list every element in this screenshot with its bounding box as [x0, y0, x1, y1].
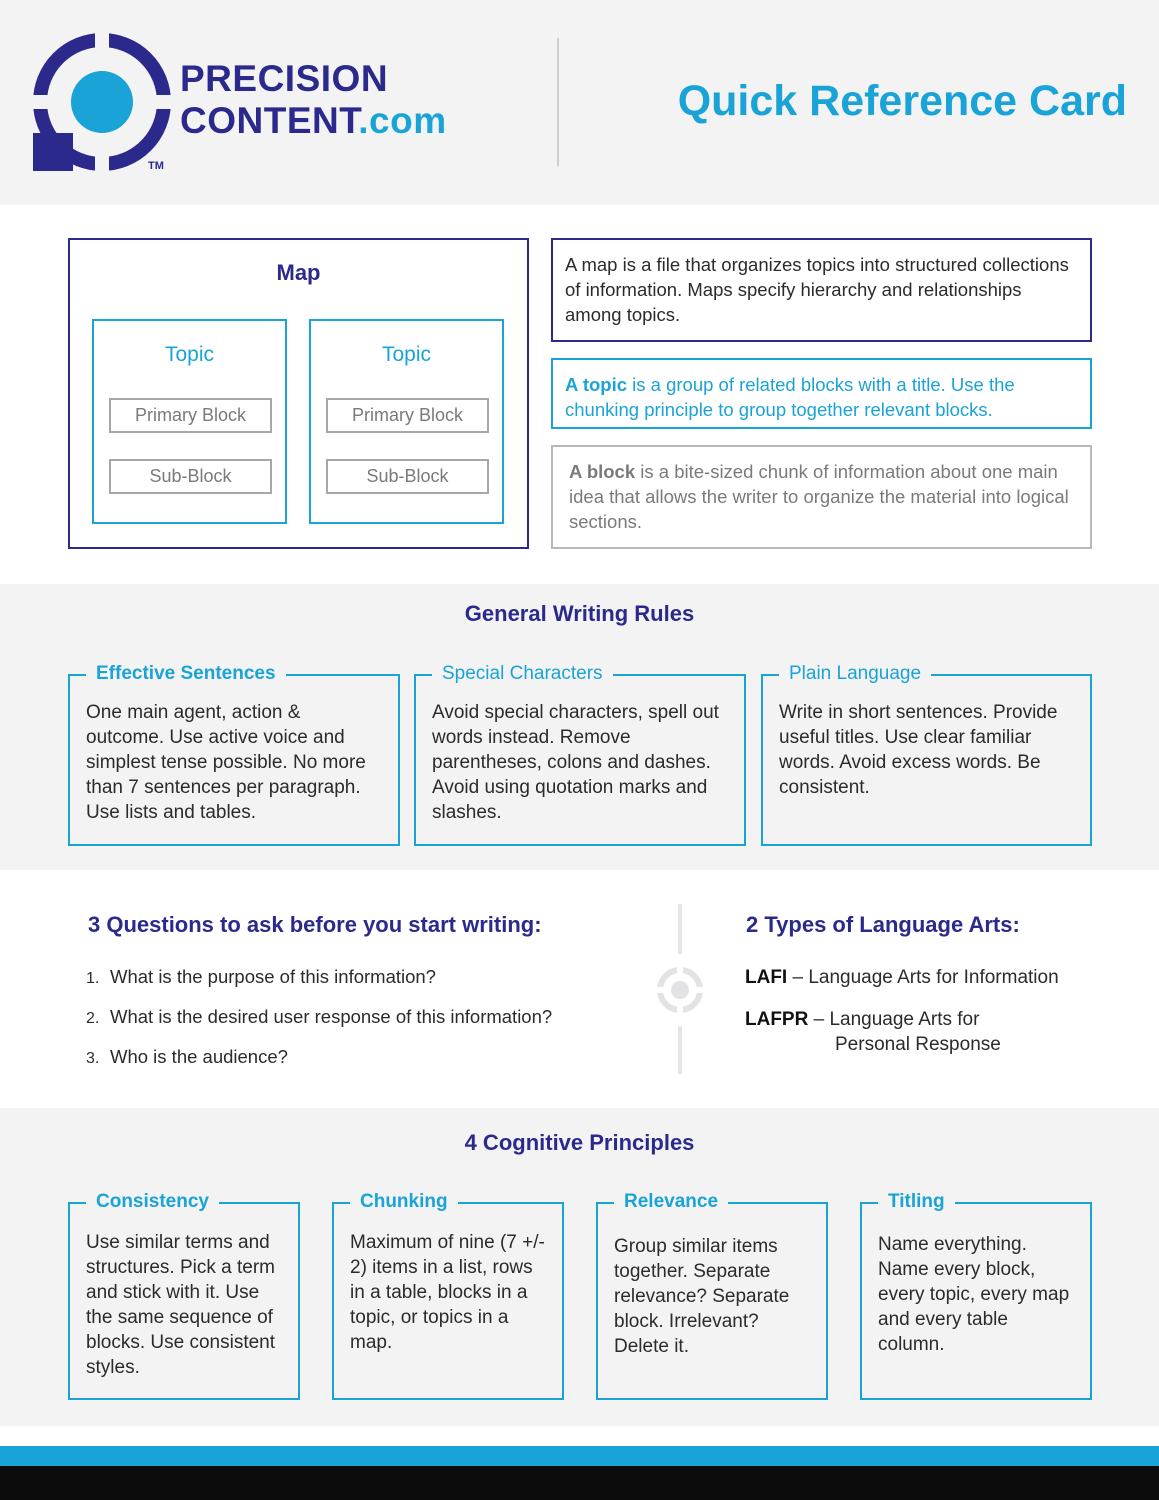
header [0, 0, 1159, 205]
language-arts-text: Language Arts for Information [808, 967, 1059, 988]
logo-content-text: CONTENT [180, 100, 359, 141]
map-diagram [68, 238, 529, 549]
list-item [86, 963, 552, 1003]
principle-text: Group similar items together. Separate relevance? Separate block. Irrelevant? Delete it. [614, 1236, 790, 1357]
logo-dotcom-text: .com [358, 100, 447, 141]
rule-text: Write in short sentences. Provide useful titles. Use clear familiar words. Avoid excess words. Be consistent. [779, 702, 1058, 798]
page-title: Quick Reference Card [677, 77, 1127, 125]
principle-text: Name everything. Name every block, every topic, every map and every table column. [878, 1234, 1070, 1355]
block-definition-text: is a bite-sized chunk of information about one main idea that allows the writer to organize the material into logical sections. [569, 461, 1069, 532]
vertical-divider-top [678, 904, 682, 954]
topic-box [92, 319, 287, 524]
list-item-text: Who is the audience? [110, 1046, 288, 1067]
rule-label: Plain Language [779, 661, 931, 687]
topic-label: Topic [164, 343, 215, 366]
principle-card-chunking [332, 1191, 564, 1400]
trademark-mark: TM [148, 160, 164, 172]
language-arts-sep: – [787, 967, 809, 988]
rule-text: Avoid special characters, spell out words instead. Remove parentheses, colons and dashes. Avoid using quotation marks and slashes. [432, 702, 719, 823]
list-item [86, 1043, 552, 1083]
footer-accent-bar [0, 1446, 1159, 1466]
language-arts-abbr: LAFPR [745, 1009, 809, 1030]
rule-card-effective-sentences [68, 663, 400, 846]
principle-label: Titling [878, 1189, 955, 1215]
language-arts-text: Language Arts for [829, 1009, 980, 1030]
rule-label: Special Characters [432, 661, 613, 687]
rule-text: One main agent, action & outcome. Use active voice and simplest tense possible. No more than 7 sentences per paragraph. Use lists and tables. [86, 702, 366, 823]
target-icon [656, 966, 704, 1014]
rule-card-plain-language [761, 663, 1092, 846]
sub-block-box: Sub-Block [109, 459, 272, 494]
topic-definition [551, 358, 1092, 429]
rule-label: Effective Sentences [86, 661, 286, 687]
principle-card-relevance [596, 1191, 828, 1400]
principle-label: Relevance [614, 1189, 728, 1215]
footer-bar [0, 1466, 1159, 1500]
principle-label: Chunking [350, 1189, 458, 1215]
rule-card-special-characters [414, 663, 746, 846]
principle-card-consistency [68, 1191, 300, 1400]
principle-text: Maximum of nine (7 +/- 2) items in a list, rows in a table, blocks in a topic, or topics in a map. [350, 1232, 545, 1353]
sub-block-box: Sub-Block [326, 459, 489, 494]
principle-card-titling [860, 1191, 1092, 1400]
list-item-text: What is the purpose of this information? [110, 966, 436, 987]
map-label: Map [276, 260, 321, 285]
language-arts-title: 2 Types of Language Arts: [746, 912, 1020, 937]
language-arts-item [745, 965, 1059, 990]
list-item-text: What is the desired user response of this information? [110, 1006, 553, 1027]
header-divider [557, 38, 559, 166]
principle-text: Use similar terms and structures. Pick a term and stick with it. Use the same sequence of blocks. Use consistent styles. [86, 1232, 276, 1378]
language-arts-text-continued: Personal Response [835, 1034, 1001, 1055]
language-arts-item [745, 1007, 979, 1032]
list-item-number: 2. [86, 1010, 100, 1027]
list-item-number: 1. [86, 970, 100, 987]
block-term: A block [569, 461, 636, 482]
topic-label: Topic [381, 343, 432, 366]
language-arts-sep: – [808, 1009, 830, 1030]
primary-block-box: Primary Block [326, 398, 489, 433]
general-writing-rules-title: General Writing Rules [464, 601, 695, 626]
logo-wordmark-line1: PRECISION [180, 58, 389, 99]
topic-term: A topic [565, 374, 628, 395]
topic-box [309, 319, 504, 524]
topic-definition-text: is a group of related blocks with a title. Use the chunking principle to group together relevant blocks. [565, 374, 1015, 420]
principle-label: Consistency [86, 1189, 219, 1215]
questions-list [86, 963, 552, 1083]
language-arts-abbr: LAFI [745, 967, 788, 988]
list-item-number: 3. [86, 1050, 100, 1067]
cognitive-principles-title: 4 Cognitive Principles [464, 1130, 695, 1155]
primary-block-box: Primary Block [109, 398, 272, 433]
precision-content-logo-icon [33, 33, 171, 171]
vertical-divider-bottom [678, 1026, 682, 1074]
list-item [86, 1003, 552, 1043]
map-definition: A map is a file that organizes topics into structured collections of information. Maps specify hierarchy and relationships among topics. [551, 238, 1092, 342]
questions-title: 3 Questions to ask before you start writing: [88, 912, 542, 937]
block-definition [551, 445, 1092, 549]
logo-wordmark-line2 [180, 102, 447, 139]
